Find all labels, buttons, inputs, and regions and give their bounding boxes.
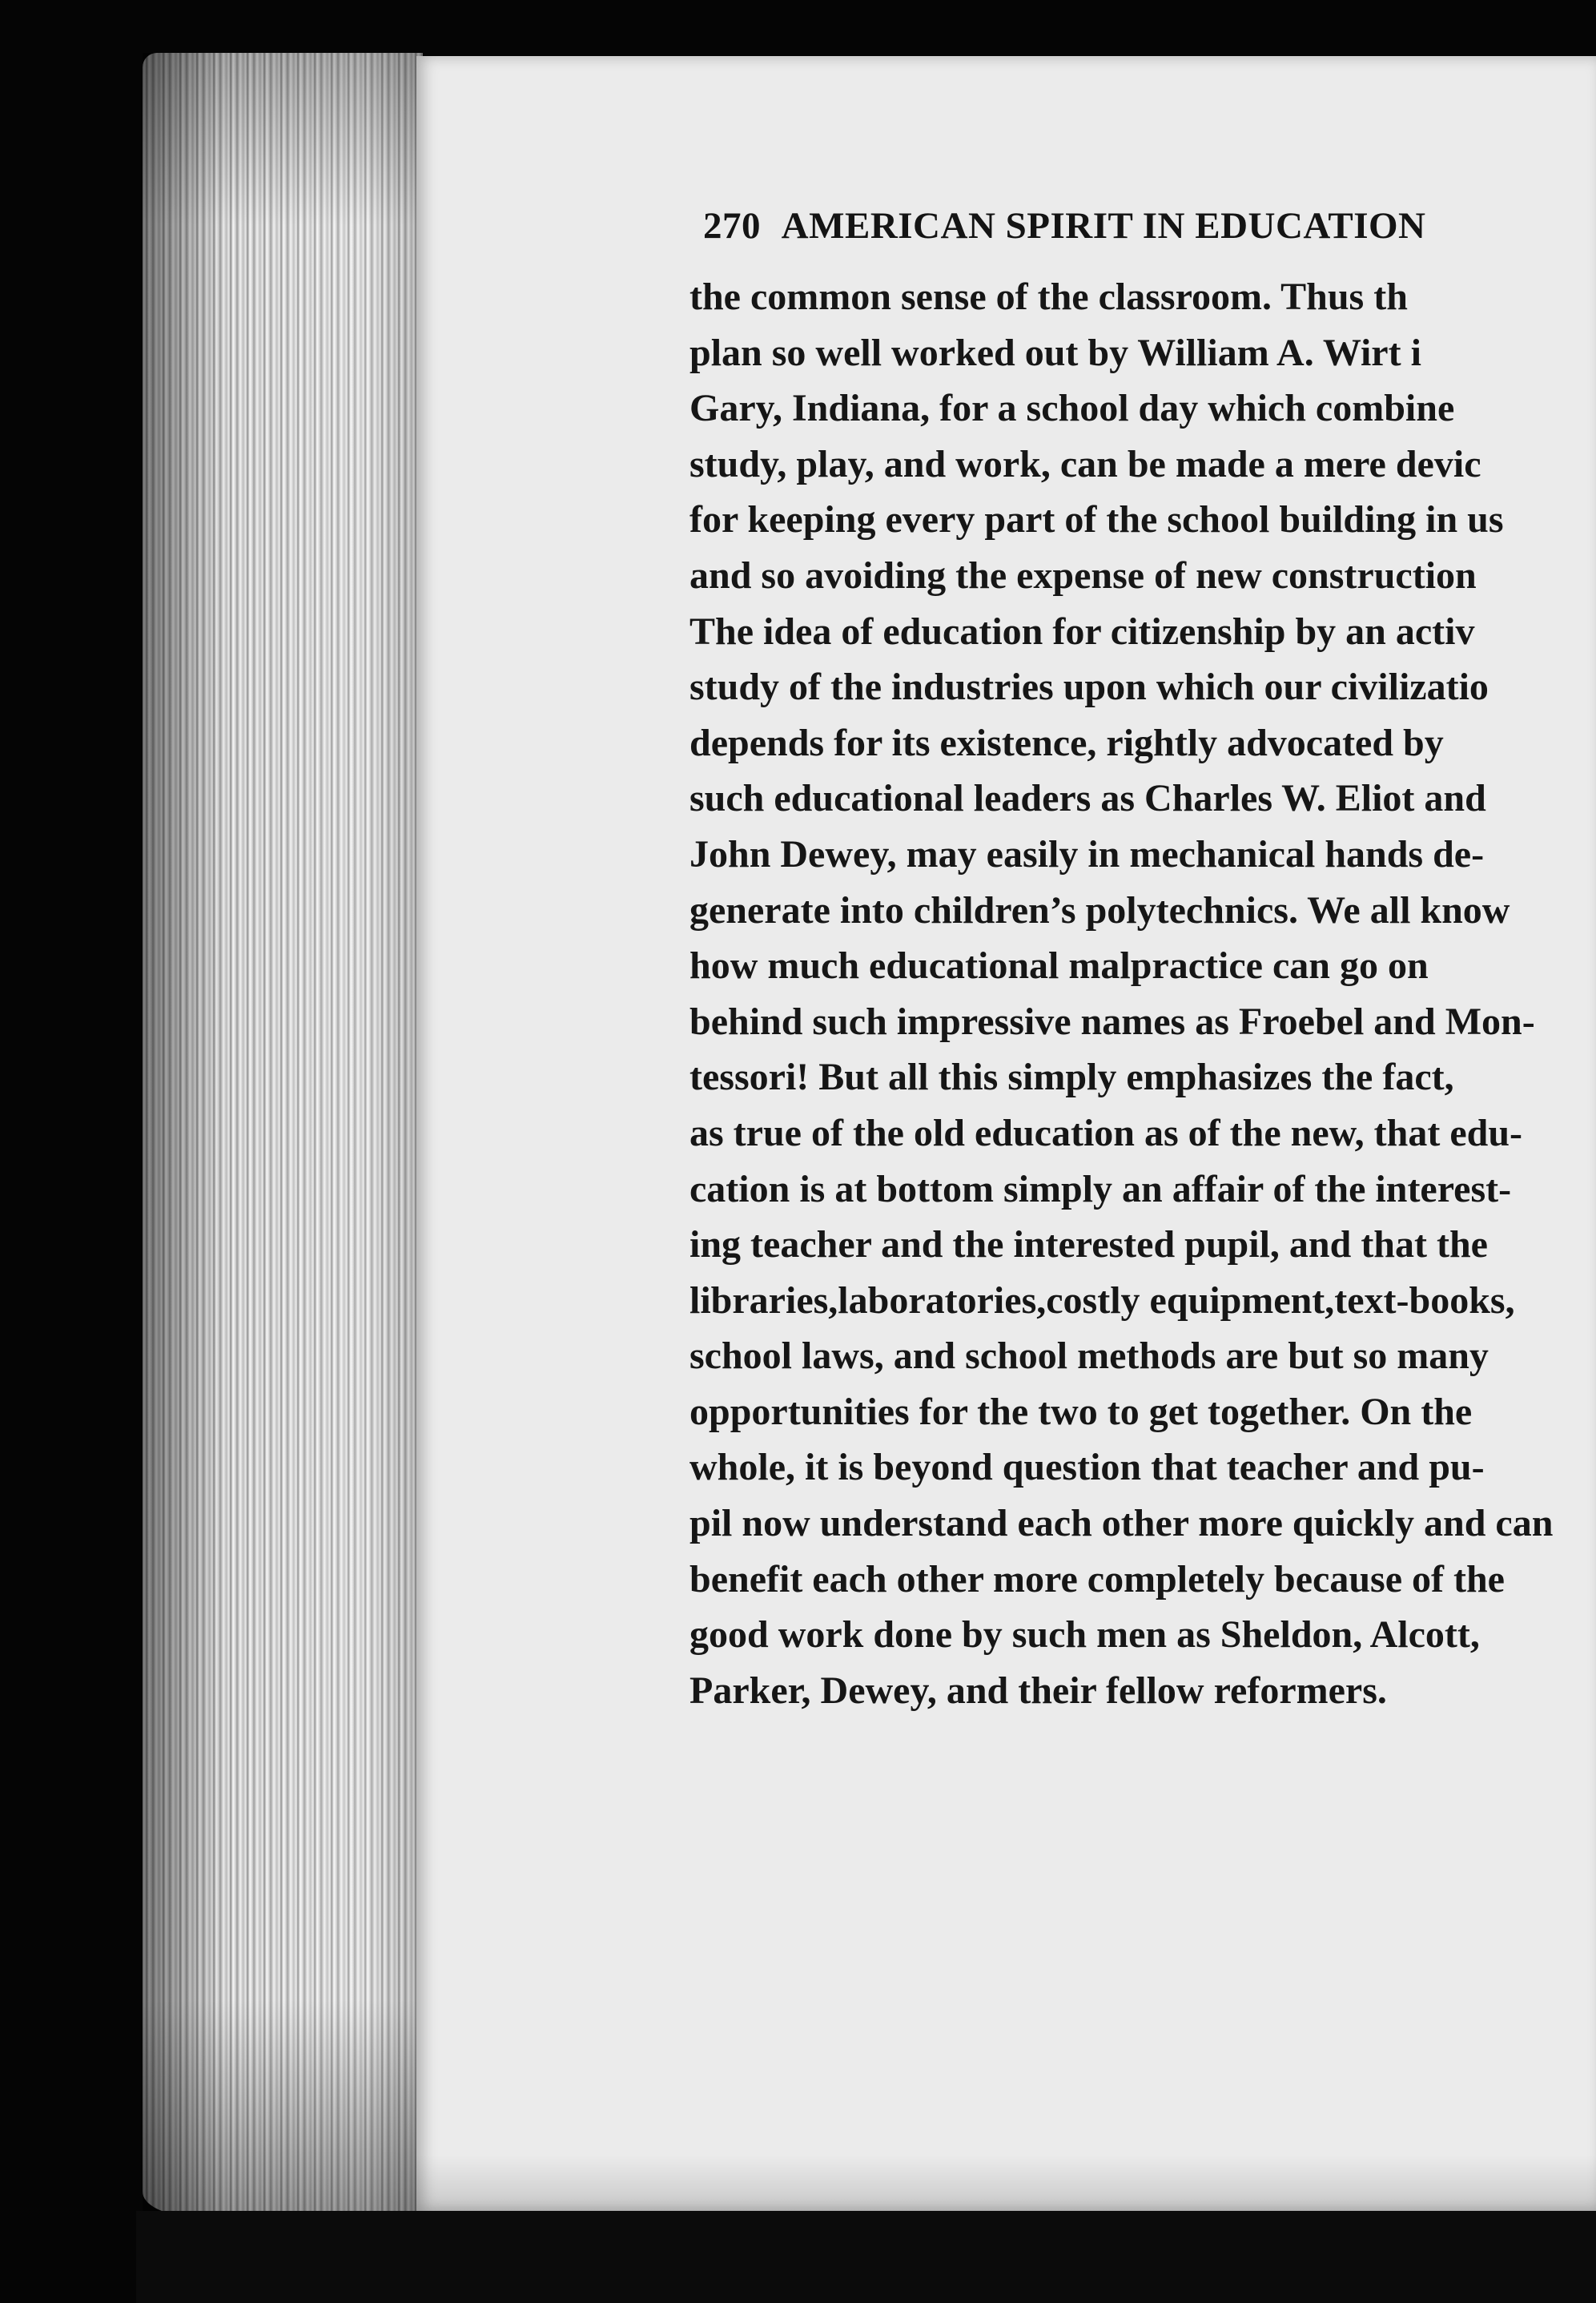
text-line: opportunities for the two to get together. On the <box>689 1390 1473 1433</box>
text-line: benefit each other more completely because of the <box>689 1557 1505 1600</box>
book-fore-edge <box>143 53 423 2216</box>
text-line: and so avoiding the expense of new construction <box>689 554 1477 597</box>
text-line: whole, it is beyond question that teacher and pu- <box>689 1446 1485 1489</box>
body-text <box>689 269 1596 1718</box>
text-line: for keeping every part of the school building in us <box>689 498 1504 542</box>
text-line: generate into children’s polytechnics. We all know <box>689 888 1510 932</box>
text-line: school laws, and school methods are but so many <box>689 1335 1489 1378</box>
text-line: study, play, and work, can be made a mere devic <box>689 442 1481 485</box>
text-line: the common sense of the classroom. Thus th <box>689 276 1408 318</box>
text-line: tessori! But all this simply emphasizes the fact, <box>689 1056 1454 1099</box>
text-line: as true of the old education as of the new, that edu- <box>689 1111 1522 1154</box>
text-line: The idea of education for citizenship by an activ <box>689 610 1475 653</box>
text-line: such educational leaders as Charles W. Eliot and <box>689 777 1486 820</box>
text-line: depends for its existence, rightly advocated by <box>689 721 1444 764</box>
text-line: study of the industries upon which our civilizatio <box>689 666 1489 709</box>
text-line: John Dewey, may easily in mechanical hands de- <box>689 832 1485 876</box>
text-line: how much educational malpractice can go on <box>689 944 1429 988</box>
text-line: cation is at bottom simply an affair of the interest- <box>689 1167 1512 1210</box>
running-head <box>703 204 1426 248</box>
text-line: good work done by such men as Sheldon, Alcott, <box>689 1613 1480 1657</box>
text-line: plan so well worked out by William A. Wirt i <box>689 331 1421 374</box>
text-line: Gary, Indiana, for a school day which combine <box>689 387 1455 430</box>
text-line: ing teacher and the interested pupil, and that the <box>689 1223 1488 1266</box>
text-line: pil now understand each other more quickly and can <box>689 1502 1554 1545</box>
page-number: 270 <box>703 205 761 247</box>
running-head-title: AMERICAN SPIRIT IN EDUCATION <box>781 205 1426 247</box>
text-line: Parker, Dewey, and their fellow reformers. <box>689 1669 1387 1712</box>
text-line: libraries,laboratories,costly equipment,text-books, <box>689 1278 1515 1322</box>
scan-bottom-shadow <box>136 2211 1596 2303</box>
text-line: behind such impressive names as Froebel and Mon- <box>689 1000 1535 1043</box>
